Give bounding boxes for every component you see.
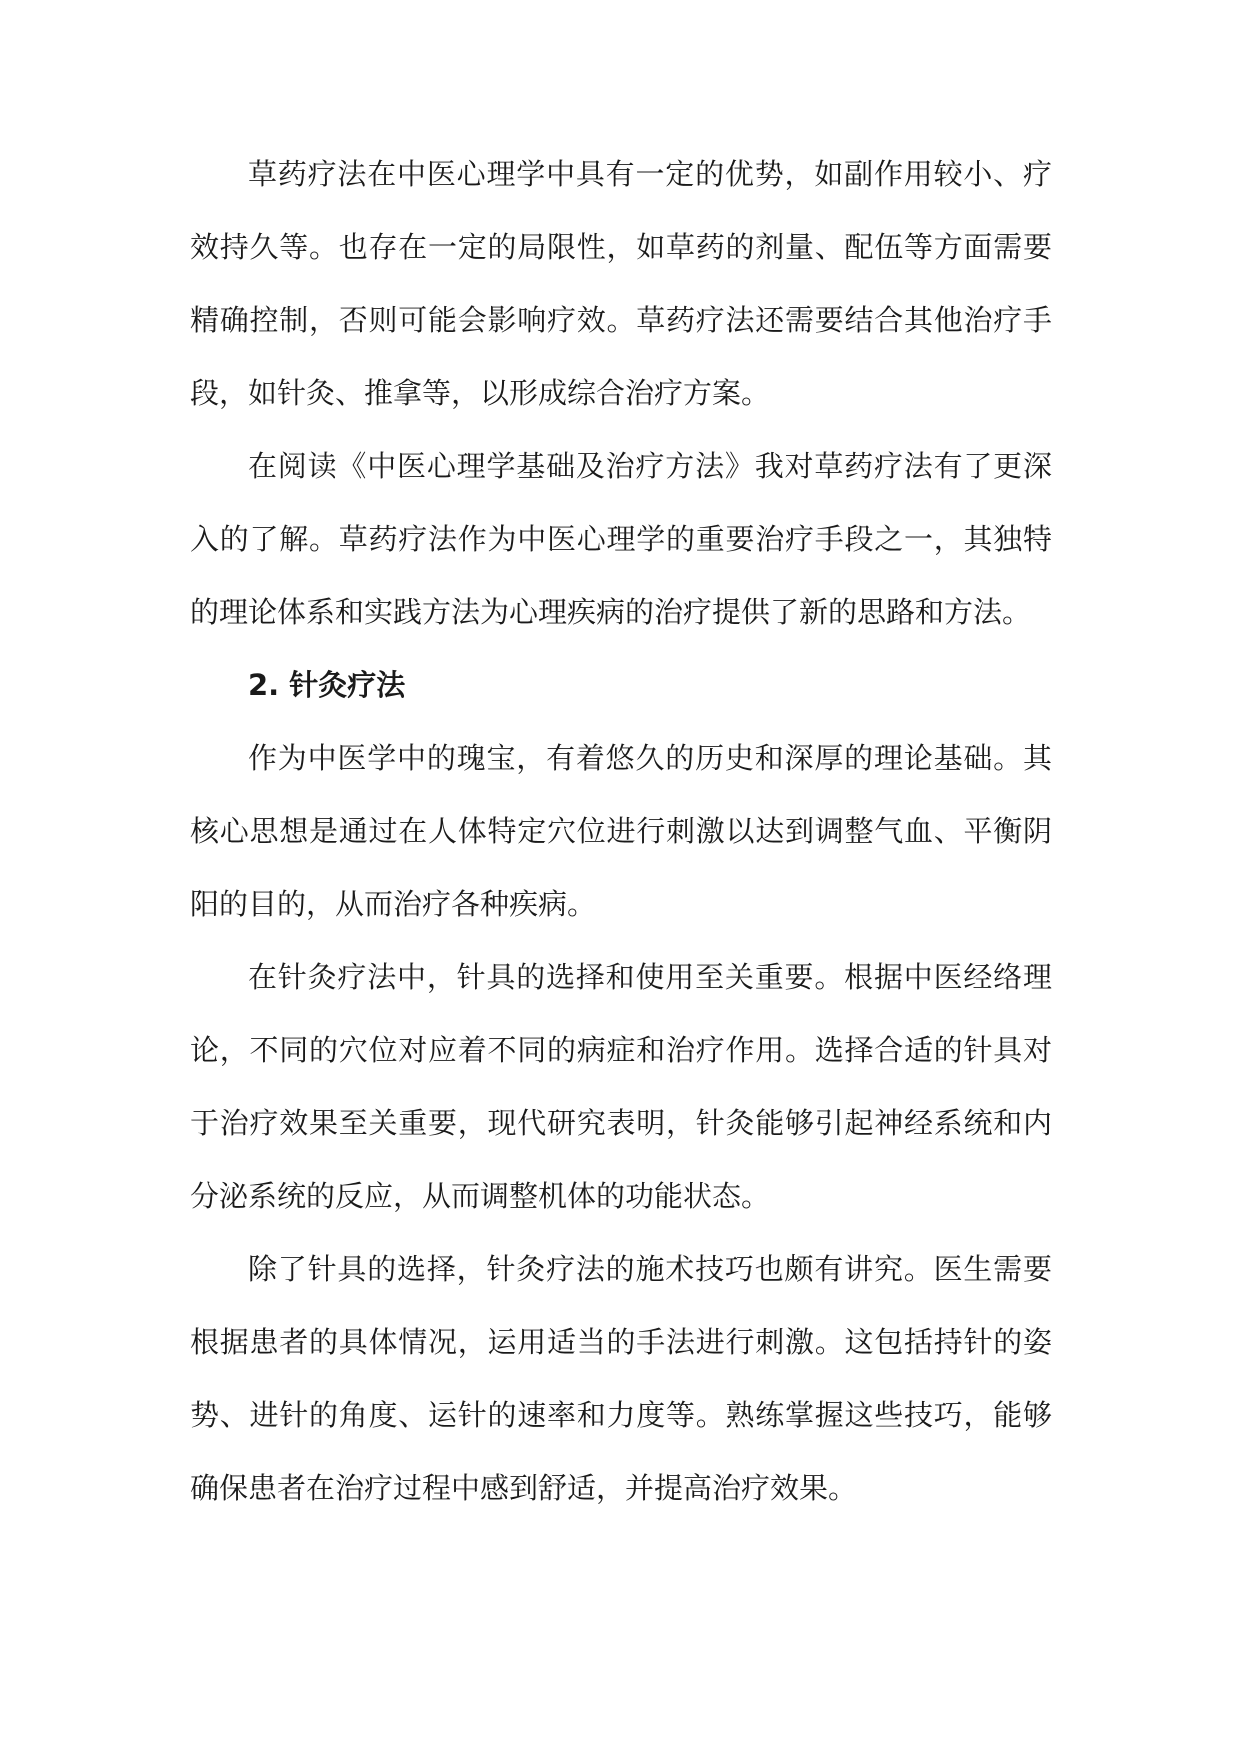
paragraph-acupuncture-needles: 在针灸疗法中，针具的选择和使用至关重要。根据中医经络理论，不同的穴位对应着不同的病症和治疗作用。选择合适的针具对于治疗效果至关重要，现代研究表明，针灸能够引起神经系统和内分泌系统的反应，从而调整机体的功能状态。 [190,960,1052,1213]
paragraph-herbal-reading: 在阅读《中医心理学基础及治疗方法》我对草药疗法有了更深入的了解。草药疗法作为中医心理学的重要治疗手段之一，其独特的理论体系和实践方法为心理疾病的治疗提供了新的思路和方法。 [190,449,1052,629]
section-heading-acupuncture: 2. 针灸疗法 [248,668,406,702]
document-body [190,138,1052,1525]
paragraph-acupuncture-intro: 作为中医学中的瑰宝，有着悠久的历史和深厚的理论基础。其核心思想是通过在人体特定穴位进行刺激以达到调整气血、平衡阴阳的目的，从而治疗各种疾病。 [190,741,1052,921]
paragraph-acupuncture-technique: 除了针具的选择，针灸疗法的施术技巧也颇有讲究。医生需要根据患者的具体情况，运用适当的手法进行刺激。这包括持针的姿势、进针的角度、运针的速率和力度等。熟练掌握这些技巧，能够确保患者在治疗过程中感到舒适，并提高治疗效果。 [190,1252,1052,1505]
paragraph-herbal-advantages: 草药疗法在中医心理学中具有一定的优势，如副作用较小、疗效持久等。也存在一定的局限性，如草药的剂量、配伍等方面需要精确控制，否则可能会影响疗效。草药疗法还需要结合其他治疗手段，如针灸、推拿等，以形成综合治疗方案。 [190,157,1052,410]
